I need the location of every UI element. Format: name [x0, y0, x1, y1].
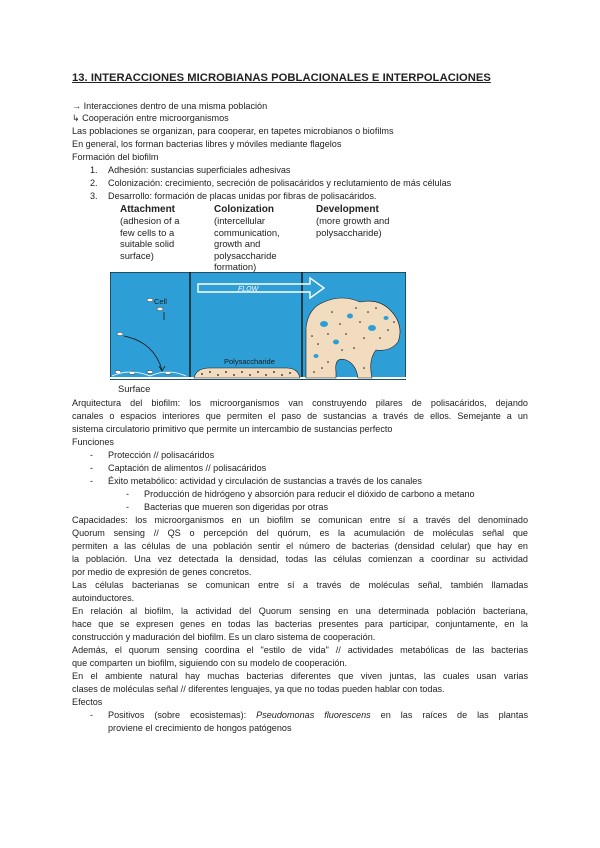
list-item: Protección // polisacáridos — [108, 450, 215, 460]
figure-development-desc: (more growth and polysaccharide) — [316, 215, 390, 238]
step-number: 1. — [90, 165, 98, 175]
paragraph-line: la población. Una vez detectada la densidad, todas las células comienzan a coordinar su actividad — [72, 554, 528, 564]
paragraph-line: En relación al biofilm, la actividad del Quorum sensing en una determinada población bacteriana, — [72, 606, 528, 616]
surface-label: Surface — [118, 383, 151, 394]
intro-line: Las poblaciones se organizan, para cooperar, en tapetes microbianos o biofilms — [72, 126, 394, 136]
paragraph-line: autoinductores. — [72, 593, 135, 603]
step-number: 3. — [90, 191, 98, 201]
paragraph-line: por medio de expresión de genes concretos. — [72, 567, 252, 577]
paragraph-line: canales o espacios interiores que permiten el paso de sustancias a través de ellos. Semejante a un — [72, 411, 528, 421]
list-item: Éxito metabólico: actividad y circulación de sustancias a través de los canales — [108, 476, 422, 486]
page-title: 13. INTERACCIONES MICROBIANAS POBLACIONALES E INTERPOLACIONES — [72, 72, 491, 84]
biofilm-figure — [110, 272, 406, 380]
cell-label: Cell — [154, 297, 167, 306]
section-heading: Formación del biofilm — [72, 152, 159, 162]
list-item: Positivos (sobre ecosistemas): Pseudomonas fluorescens en las raíces de las plantas — [108, 710, 528, 720]
figure-development-title: Development — [316, 204, 379, 215]
bullet-dash: - — [90, 710, 94, 720]
intro-line: → Interacciones dentro de una misma población — [72, 101, 268, 111]
paragraph-line: hace que se expresen genes en todas las bacterias presentes para participar, conjuntamente, en la — [72, 619, 528, 629]
section-heading: Funciones — [72, 437, 114, 447]
step-text: Adhesión: sustancias superficiales adhesivas — [108, 165, 291, 175]
list-item-continuation: proviene el crecimiento de hongos patógenos — [108, 723, 292, 733]
polysaccharide-mound — [194, 368, 300, 378]
paragraph-line: clases de moléculas señal // diferentes lenguajes, ya que no todas pueden hablar con todas. — [72, 684, 445, 694]
flow-label: FLOW — [238, 286, 259, 293]
step-text: Desarrollo: formación de placas unidas por fibras de polisacáridos. — [108, 191, 377, 201]
bullet-dash: - — [126, 489, 130, 499]
bullet-dash: - — [90, 450, 94, 460]
figure-attachment-desc: (adhesion of a few cells to a suitable solid surface) — [120, 215, 180, 261]
bullet-dash: - — [90, 463, 94, 473]
sub-list-item: Producción de hidrógeno y absorción para reducir el dióxido de carbono a metano — [144, 489, 475, 499]
figure-colonization-title: Colonization — [214, 204, 274, 215]
figure-colonization-desc: (intercellular communication, growth and polysaccharide formation) — [214, 215, 280, 272]
paragraph-line: construcción y maduración del biofilm. Es un claro sistema de cooperación. — [72, 632, 376, 642]
bullet-dash: - — [90, 476, 94, 486]
bullet-dash: - — [126, 502, 130, 512]
paragraph-line: En el ambiente natural hay muchas bacterias diferentes que viven juntas, las cuales usan varias — [72, 671, 528, 681]
paragraph-line: que comparten un biofilm, siguiendo con su modelo de cooperación. — [72, 658, 348, 668]
list-item: Captación de alimentos // polisacáridos — [108, 463, 267, 473]
paragraph-line: permiten a las células de una población sentir el número de bacterias (densidad celular) que hay en — [72, 541, 528, 551]
sub-list-item: Bacterias que mueren son digeridas por otras — [144, 502, 328, 512]
paragraph-line: Capacidades: los microorganismos en un biofilm se comunican entre sí a través del denominado — [72, 515, 528, 525]
step-number: 2. — [90, 178, 98, 188]
paragraph-line: Además, el quorum sensing coordina el "estilo de vida" // actividades metabólicas de las bacterias — [72, 645, 528, 655]
paragraph-line: Quorum sensing // QS o percepción del quórum, es la acumulación de moléculas señal que — [72, 528, 528, 538]
step-text: Colonización: crecimiento, secreción de polisacáridos y reclutamiento de más células — [108, 178, 452, 188]
intro-line: ↳ Cooperación entre microorganismos — [72, 113, 229, 123]
paragraph-line: Las células bacterianas se comunican entre sí a través de moléculas señal, también llamadas — [72, 580, 528, 590]
intro-line: En general, los forman bacterias libres y móviles mediante flagelos — [72, 139, 342, 149]
paragraph-line: sistema circulatorio primitivo que permite un intercambio de sustancias perfecto — [72, 424, 393, 434]
polysaccharide-label: Polysaccharide — [224, 357, 275, 366]
paragraph-line: Arquitectura del biofilm: los microorganismos van construyendo pilares de polisacáridos, dejando — [72, 398, 528, 408]
section-heading: Efectos — [72, 697, 103, 707]
figure-attachment-title: Attachment — [120, 204, 176, 215]
